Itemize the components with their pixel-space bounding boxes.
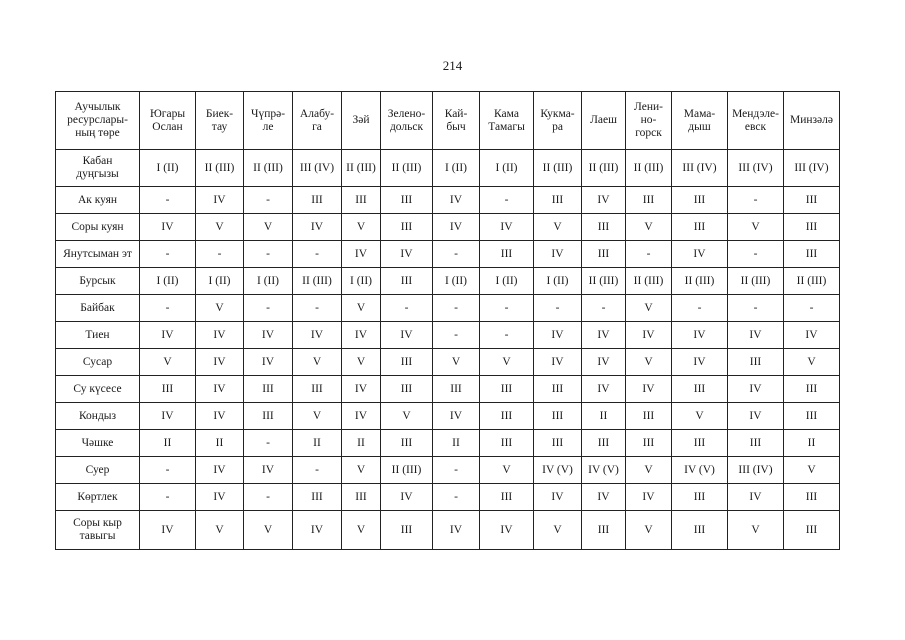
table-cell: II (III)	[626, 268, 672, 295]
table-cell: IV	[196, 457, 244, 484]
table-row	[56, 295, 840, 322]
table-cell: IV	[196, 349, 244, 376]
table-cell: IV	[196, 322, 244, 349]
row-label: Бурсык	[56, 268, 140, 295]
table-cell: III	[381, 214, 433, 241]
table-cell: III	[140, 376, 196, 403]
table-cell: -	[480, 322, 534, 349]
table-cell: II (III)	[784, 268, 840, 295]
table-cell: IV	[582, 349, 626, 376]
table-cell: III	[381, 511, 433, 550]
table-cell: I (II)	[196, 268, 244, 295]
table-row	[56, 376, 840, 403]
table-cell: III	[480, 484, 534, 511]
table-cell: V	[626, 295, 672, 322]
table-cell: V	[626, 511, 672, 550]
table-cell: -	[140, 457, 196, 484]
table-cell: -	[433, 241, 480, 268]
table-cell: IV	[342, 403, 381, 430]
table-cell: V	[293, 403, 342, 430]
table-cell: III	[582, 430, 626, 457]
table-cell: II (III)	[244, 150, 293, 187]
table-row	[56, 241, 840, 268]
table-cell: IV	[381, 322, 433, 349]
table-cell: III	[381, 268, 433, 295]
table-cell: IV	[293, 511, 342, 550]
table-cell: -	[784, 295, 840, 322]
table-cell: II	[196, 430, 244, 457]
table-cell: III	[381, 376, 433, 403]
table-cell: -	[433, 484, 480, 511]
table-cell: III	[672, 511, 728, 550]
page-number: 214	[442, 58, 463, 73]
table-cell: I (II)	[244, 268, 293, 295]
row-label: Кабан дуңгызы	[56, 150, 140, 187]
column-header: Лени- но- горск	[626, 92, 672, 150]
table-cell: III	[728, 349, 784, 376]
table-cell: II	[784, 430, 840, 457]
table-cell: II	[582, 403, 626, 430]
table-cell: III	[672, 484, 728, 511]
table-cell: V	[534, 214, 582, 241]
table-cell: III	[626, 403, 672, 430]
table-cell: -	[140, 484, 196, 511]
row-label: Көртлек	[56, 484, 140, 511]
table-cell: IV	[196, 484, 244, 511]
table-cell: IV	[244, 322, 293, 349]
table-cell: IV	[244, 349, 293, 376]
table-cell: -	[381, 295, 433, 322]
table-cell: -	[140, 241, 196, 268]
table-cell: II (III)	[672, 268, 728, 295]
table-cell: V	[196, 214, 244, 241]
table-row	[56, 457, 840, 484]
table-cell: V	[140, 349, 196, 376]
table-cell: V	[480, 457, 534, 484]
table-cell: -	[196, 241, 244, 268]
table-cell: IV	[293, 214, 342, 241]
table-cell: III	[672, 187, 728, 214]
table-cell: IV	[626, 376, 672, 403]
table-cell: III	[784, 511, 840, 550]
table-cell: II (III)	[728, 268, 784, 295]
table-cell: IV (V)	[672, 457, 728, 484]
table-cell: -	[244, 295, 293, 322]
row-label: Кондыз	[56, 403, 140, 430]
table-row	[56, 484, 840, 511]
table-cell: III (IV)	[672, 150, 728, 187]
table-cell: -	[728, 241, 784, 268]
column-header: Кама Тамагы	[480, 92, 534, 150]
table-cell: III	[672, 214, 728, 241]
table-cell: III	[480, 403, 534, 430]
table-cell: -	[244, 187, 293, 214]
table-cell: -	[244, 484, 293, 511]
table-cell: III	[784, 484, 840, 511]
table-cell: IV	[480, 214, 534, 241]
table-cell: III (IV)	[728, 150, 784, 187]
row-label: Сусар	[56, 349, 140, 376]
table-cell: IV	[480, 511, 534, 550]
table-cell: III	[534, 187, 582, 214]
table-cell: V	[342, 457, 381, 484]
column-header: Зәй	[342, 92, 381, 150]
table-cell: I (II)	[480, 268, 534, 295]
table-cell: III	[582, 511, 626, 550]
column-header: Биек- тау	[196, 92, 244, 150]
table-cell: V	[342, 214, 381, 241]
table-cell: III	[342, 484, 381, 511]
table-cell: IV	[196, 376, 244, 403]
table-cell: -	[626, 241, 672, 268]
table-cell: II (III)	[381, 457, 433, 484]
table-cell: -	[480, 295, 534, 322]
table-row	[56, 322, 840, 349]
table-cell: IV	[342, 241, 381, 268]
table-cell: IV	[196, 403, 244, 430]
table-cell: III (IV)	[728, 457, 784, 484]
table-cell: I (II)	[480, 150, 534, 187]
table-cell: III	[784, 214, 840, 241]
table-cell: III	[480, 430, 534, 457]
table-cell: IV	[728, 376, 784, 403]
table-cell: V	[784, 349, 840, 376]
corner-header: Аучылык ресурслары- ның төре	[56, 92, 140, 150]
table-cell: III	[244, 403, 293, 430]
table-row	[56, 268, 840, 295]
column-header: Кукма- ра	[534, 92, 582, 150]
table-cell: III	[784, 241, 840, 268]
table-row	[56, 214, 840, 241]
table-cell: III	[626, 430, 672, 457]
table-cell: III	[784, 376, 840, 403]
table-cell: III	[784, 403, 840, 430]
column-header: Чүпрә- ле	[244, 92, 293, 150]
table-cell: II	[140, 430, 196, 457]
table-cell: IV	[534, 241, 582, 268]
table-cell: -	[140, 187, 196, 214]
table-cell: -	[293, 241, 342, 268]
table-cell: IV (V)	[582, 457, 626, 484]
table-cell: III	[582, 241, 626, 268]
table-cell: IV	[244, 457, 293, 484]
table-cell: IV	[728, 403, 784, 430]
column-header: Лаеш	[582, 92, 626, 150]
table-cell: III (IV)	[293, 150, 342, 187]
table-cell: III (IV)	[784, 150, 840, 187]
table-cell: III	[582, 214, 626, 241]
table-cell: IV	[582, 187, 626, 214]
table-cell: II	[433, 430, 480, 457]
table-cell: IV	[626, 322, 672, 349]
table-row	[56, 403, 840, 430]
hunting-resources-table	[55, 91, 840, 550]
table-cell: V	[626, 457, 672, 484]
table-cell: IV	[672, 349, 728, 376]
table-cell: V	[196, 511, 244, 550]
table-cell: IV	[672, 241, 728, 268]
table-cell: -	[433, 295, 480, 322]
table-cell: V	[433, 349, 480, 376]
table-cell: II (III)	[196, 150, 244, 187]
table-cell: IV	[140, 214, 196, 241]
table-row	[56, 511, 840, 550]
row-label: Су күсесе	[56, 376, 140, 403]
column-header: Минзәлә	[784, 92, 840, 150]
row-label: Суер	[56, 457, 140, 484]
table-cell: IV	[381, 241, 433, 268]
table-cell: IV	[381, 484, 433, 511]
table-cell: IV	[342, 322, 381, 349]
table-cell: -	[728, 187, 784, 214]
table-cell: II (III)	[582, 268, 626, 295]
table-cell: V	[784, 457, 840, 484]
row-label: Чәшке	[56, 430, 140, 457]
table-cell: V	[196, 295, 244, 322]
table-cell: IV	[140, 511, 196, 550]
row-label: Ак куян	[56, 187, 140, 214]
table-cell: IV	[293, 322, 342, 349]
table-cell: IV	[672, 322, 728, 349]
table-cell: -	[244, 241, 293, 268]
table-cell: IV	[433, 214, 480, 241]
table-cell: III	[784, 187, 840, 214]
table-row	[56, 430, 840, 457]
table-cell: I (II)	[140, 150, 196, 187]
table-cell: V	[480, 349, 534, 376]
table-cell: IV	[728, 484, 784, 511]
table-cell: IV	[433, 403, 480, 430]
table-cell: V	[534, 511, 582, 550]
table-cell: -	[672, 295, 728, 322]
table-cell: V	[672, 403, 728, 430]
table-cell: -	[433, 457, 480, 484]
table-cell: IV	[582, 484, 626, 511]
table-cell: V	[244, 511, 293, 550]
table-cell: V	[626, 349, 672, 376]
table-cell: V	[381, 403, 433, 430]
table-cell: III	[672, 430, 728, 457]
table-cell: I (II)	[140, 268, 196, 295]
table-cell: -	[433, 322, 480, 349]
table-cell: IV	[140, 322, 196, 349]
table-cell: IV	[534, 322, 582, 349]
table-cell: III	[293, 187, 342, 214]
table-cell: II (III)	[342, 150, 381, 187]
table-cell: II (III)	[293, 268, 342, 295]
table-cell: -	[480, 187, 534, 214]
table-row	[56, 187, 840, 214]
table-cell: -	[582, 295, 626, 322]
table-cell: -	[293, 295, 342, 322]
table-cell: III	[626, 187, 672, 214]
table-cell: III	[534, 403, 582, 430]
table-cell: III	[534, 430, 582, 457]
table-cell: I (II)	[433, 268, 480, 295]
column-header: Алабу- га	[293, 92, 342, 150]
table-cell: -	[140, 295, 196, 322]
column-header: Мендэле- евск	[728, 92, 784, 150]
table-cell: III	[480, 376, 534, 403]
table-cell: V	[342, 295, 381, 322]
table-cell: IV	[728, 322, 784, 349]
table-cell: III	[381, 187, 433, 214]
table-cell: -	[244, 430, 293, 457]
table-cell: V	[728, 511, 784, 550]
table-cell: IV	[140, 403, 196, 430]
table-cell: IV	[342, 376, 381, 403]
table-cell: -	[293, 457, 342, 484]
table-cell: -	[534, 295, 582, 322]
table-cell: III	[480, 241, 534, 268]
table-row	[56, 349, 840, 376]
table-cell: IV	[433, 187, 480, 214]
table-cell: IV	[626, 484, 672, 511]
column-header: Мама- дыш	[672, 92, 728, 150]
table-cell: II (III)	[381, 150, 433, 187]
table-cell: -	[728, 295, 784, 322]
column-header: Югары Ослан	[140, 92, 196, 150]
table-cell: II (III)	[534, 150, 582, 187]
table-cell: III	[728, 430, 784, 457]
table-cell: V	[293, 349, 342, 376]
row-label: Соры кыр тавыгы	[56, 511, 140, 550]
row-label: Байбак	[56, 295, 140, 322]
table-cell: III	[381, 349, 433, 376]
table-cell: III	[244, 376, 293, 403]
table-cell: IV	[433, 511, 480, 550]
table-cell: III	[293, 376, 342, 403]
column-header: Зелено- дольск	[381, 92, 433, 150]
row-label: Соры куян	[56, 214, 140, 241]
table-cell: I (II)	[342, 268, 381, 295]
table-cell: IV	[534, 349, 582, 376]
table-cell: V	[626, 214, 672, 241]
table-cell: III	[534, 376, 582, 403]
table-cell: II	[293, 430, 342, 457]
table-cell: III	[672, 376, 728, 403]
table-cell: V	[728, 214, 784, 241]
table-cell: II (III)	[626, 150, 672, 187]
header-row	[56, 92, 840, 150]
table-cell: IV	[196, 187, 244, 214]
table-row	[56, 150, 840, 187]
table-cell: III	[433, 376, 480, 403]
table-cell: V	[244, 214, 293, 241]
table-cell: III	[293, 484, 342, 511]
table-cell: IV	[534, 484, 582, 511]
table-cell: IV (V)	[534, 457, 582, 484]
row-label: Тиен	[56, 322, 140, 349]
table-cell: II (III)	[582, 150, 626, 187]
row-label: Янутсыман эт	[56, 241, 140, 268]
table-cell: II	[342, 430, 381, 457]
table-cell: IV	[582, 322, 626, 349]
table-cell: V	[342, 349, 381, 376]
table-cell: IV	[582, 376, 626, 403]
table-cell: IV	[784, 322, 840, 349]
table-cell: I (II)	[534, 268, 582, 295]
table-cell: V	[342, 511, 381, 550]
table-cell: I (II)	[433, 150, 480, 187]
column-header: Кай- быч	[433, 92, 480, 150]
table-cell: III	[381, 430, 433, 457]
table-cell: III	[342, 187, 381, 214]
